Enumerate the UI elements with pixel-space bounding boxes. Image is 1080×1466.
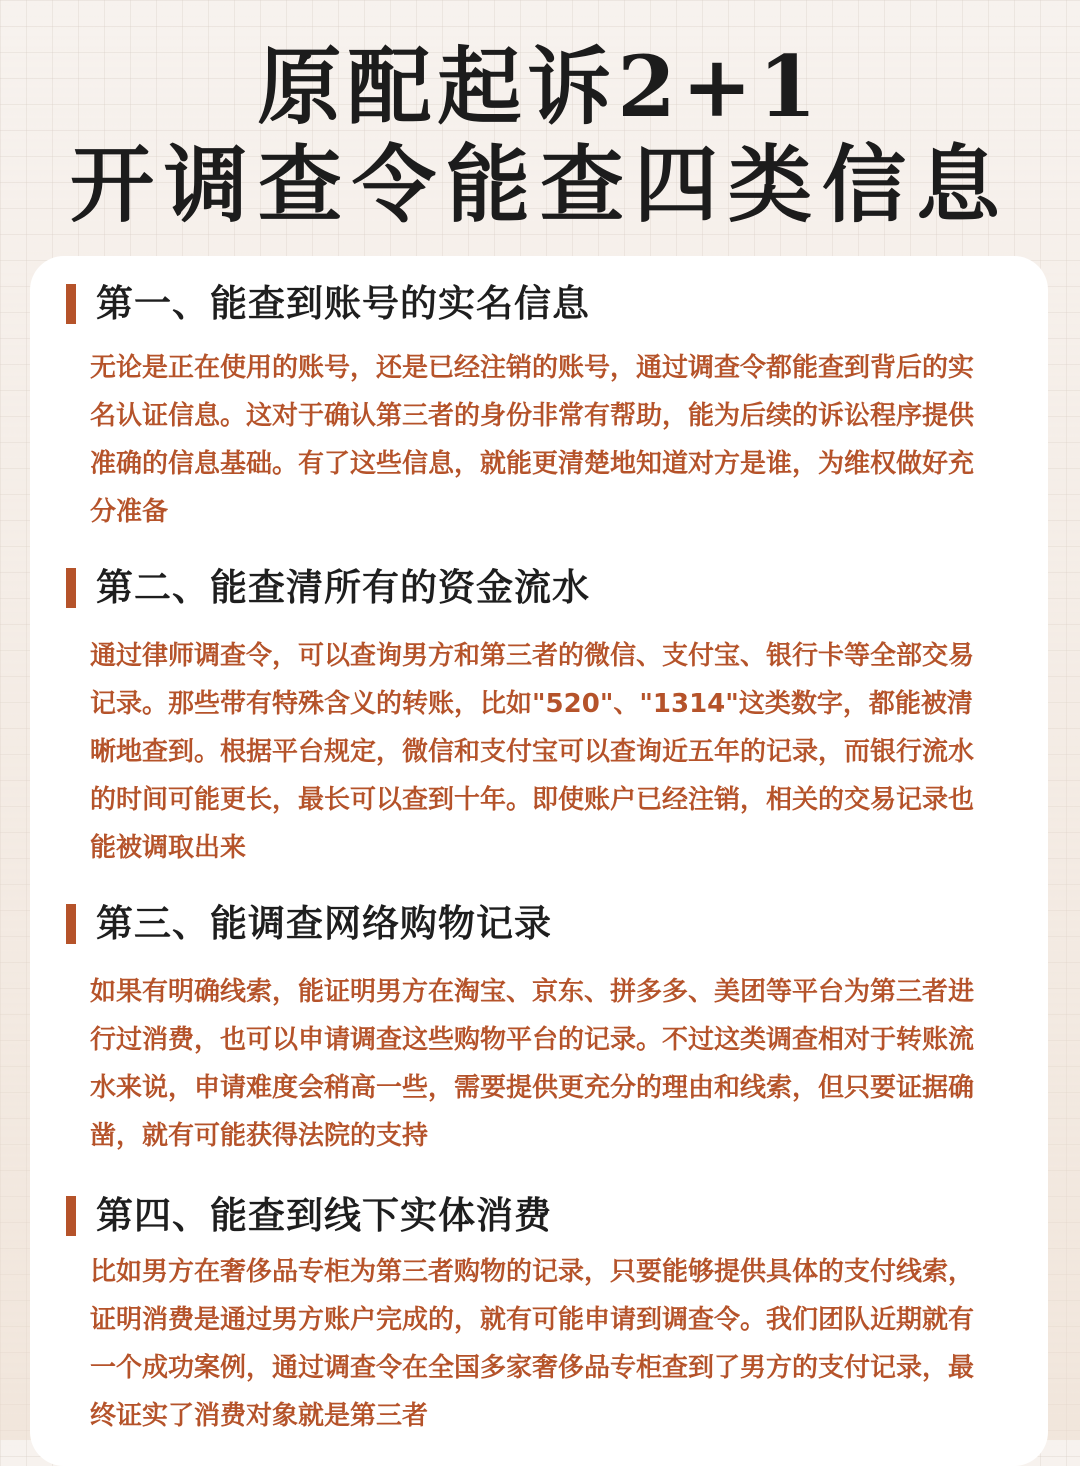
section-body: 无论是正在使用的账号，还是已经注销的账号，通过调查令都能查到背后的实名认证信息。这对于确认第三者的身份非常有帮助，能为后续的诉讼程序提供准确的信息基础。有了这些信息，就能更清楚地知道对方是谁，为维权做好充分准备 — [90, 353, 975, 527]
section-body: 如果有明确线索，能证明男方在淘宝、京东、拼多多、美团等平台为第三者进行过消费，也可以申请调查这些购物平台的记录。不过这类调查相对于转账流水来说，申请难度会稍高一些，需要提供更充分的理由和线索，但只要证据确凿，就有可能获得法院的支持 — [90, 977, 975, 1151]
section-heading: 第三、能调查网络购物记录 — [96, 901, 552, 945]
title-line-2: 开调查令能查四类信息 — [69, 135, 1010, 234]
section-accent-bar — [66, 1196, 76, 1236]
section-fund-flow — [66, 560, 1016, 872]
section-real-name-info — [66, 276, 1016, 536]
section-offline-spending — [66, 1188, 1016, 1440]
section-heading: 第二、能查清所有的资金流水 — [96, 565, 590, 609]
section-header — [66, 276, 1016, 330]
section-header — [66, 560, 1016, 614]
section-heading: 第四、能查到线下实体消费 — [96, 1193, 552, 1237]
section-online-shopping — [66, 896, 1016, 1160]
section-accent-bar — [66, 568, 76, 608]
section-header — [66, 896, 1016, 950]
section-accent-bar — [66, 284, 76, 324]
section-accent-bar — [66, 904, 76, 944]
content-card — [30, 256, 1048, 1466]
section-body: 比如男方在奢侈品专柜为第三者购物的记录，只要能够提供具体的支付线索，证明消费是通过男方账户完成的，就有可能申请到调查令。我们团队近期就有一个成功案例，通过调查令在全国多家奢侈品专柜查到了男方的支付记录，最终证实了消费对象就是第三者 — [90, 1257, 975, 1431]
section-heading: 第一、能查到账号的实名信息 — [96, 281, 590, 325]
section-header — [66, 1188, 1016, 1242]
section-body: 通过律师调查令，可以查询男方和第三者的微信、支付宝、银行卡等全部交易记录。那些带有特殊含义的转账，比如"520"、"1314"这类数字，都能被清晰地查到。根据平台规定，微信和支付宝可以查询近五年的记录，而银行流水的时间可能更长，最长可以查到十年。即使账户已经注销，相关的交易记录也能被调取出来 — [90, 641, 975, 863]
title-line-1: 原配起诉2+1 — [257, 37, 823, 136]
page-title — [0, 38, 1080, 234]
